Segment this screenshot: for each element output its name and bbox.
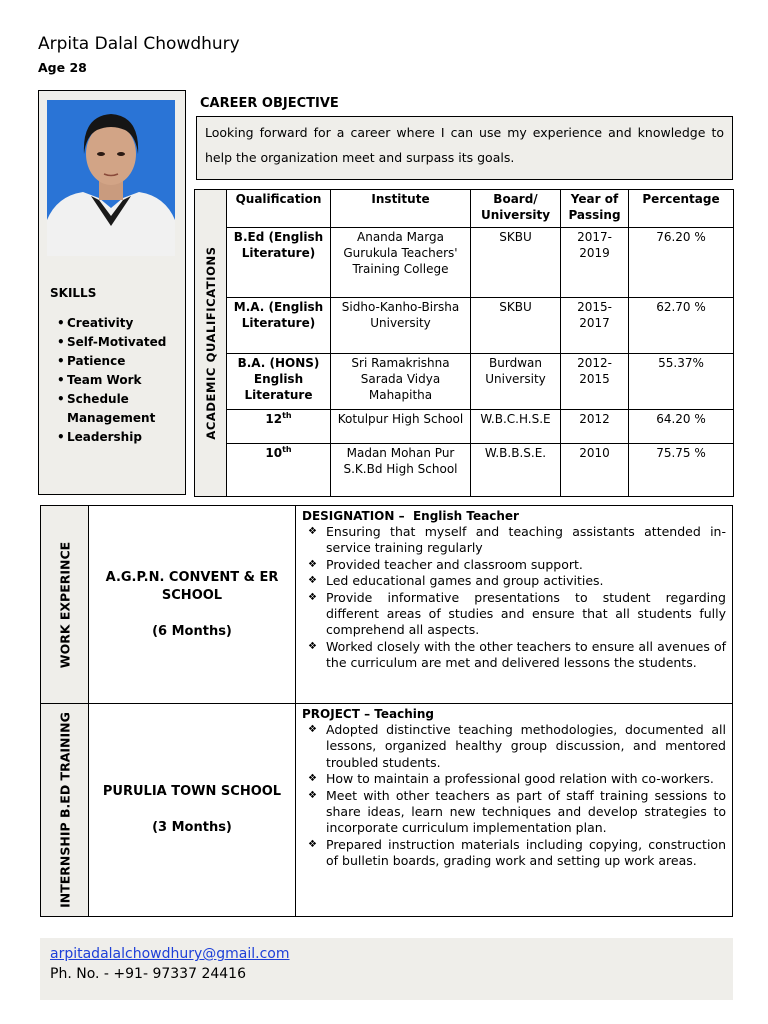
column-header: Percentage bbox=[629, 190, 734, 228]
skill-item: • Patience bbox=[57, 352, 166, 371]
skill-item: • Team Work bbox=[57, 371, 166, 390]
work-experience-row bbox=[41, 506, 733, 704]
percentage-cell: 75.75 % bbox=[629, 444, 734, 497]
designation-label: DESIGNATION – bbox=[302, 509, 405, 523]
table-row bbox=[195, 354, 734, 410]
work-detail-cell bbox=[296, 506, 733, 704]
list-item: ❖ Meet with other teachers as part of staff training sessions to share ideas, learn new techniques and develop strategies to incorporate curriculum implementation plan. bbox=[302, 788, 726, 837]
column-header: Board/ University bbox=[471, 190, 561, 228]
academic-side-label-cell bbox=[195, 190, 227, 497]
work-org-name: A.G.P.N. CONVENT & ER SCHOOL bbox=[105, 569, 279, 603]
qualification-suffix: th bbox=[282, 411, 292, 420]
qualification-number: 10 bbox=[265, 446, 283, 460]
year-cell: 2012 bbox=[561, 410, 629, 444]
career-objective-text: Looking forward for a career where I can use my experience and knowledge to help the organization meet and surpass its goals. bbox=[196, 116, 733, 180]
skill-item-line1: Schedule bbox=[67, 392, 129, 406]
work-org-cell bbox=[89, 506, 296, 704]
internship-org-cell bbox=[89, 704, 296, 917]
internship-duration: (3 Months) bbox=[152, 820, 232, 835]
qualification-cell: B.A. (HONS) English Literature bbox=[227, 354, 331, 410]
percentage-cell: 62.70 % bbox=[629, 298, 734, 354]
academic-qualifications-table bbox=[194, 189, 734, 497]
skill-item: • Self-Motivated bbox=[57, 333, 166, 352]
percentage-cell: 64.20 % bbox=[629, 410, 734, 444]
table-row bbox=[195, 298, 734, 354]
qualification-suffix: th bbox=[282, 445, 292, 454]
institute-cell: Sidho-Kanho-Birsha University bbox=[331, 298, 471, 354]
percentage-cell: 76.20 % bbox=[629, 228, 734, 298]
designation-value: English Teacher bbox=[412, 509, 519, 523]
internship-org-name: PURULIA TOWN SCHOOL bbox=[102, 784, 282, 799]
table-row bbox=[195, 410, 734, 444]
skill-item: • Creativity bbox=[57, 314, 166, 333]
skills-list bbox=[57, 314, 166, 447]
career-objective-heading: CAREER OBJECTIVE bbox=[200, 96, 339, 111]
year-cell: 2012-2015 bbox=[561, 354, 629, 410]
year-cell: 2015-2017 bbox=[561, 298, 629, 354]
list-item: ❖ Adopted distinctive teaching methodologies, documented all lessons, organized healthy group discussion, and mentored troubled students. bbox=[302, 722, 726, 771]
percentage-cell: 55.37% bbox=[629, 354, 734, 410]
institute-cell: Kotulpur High School bbox=[331, 410, 471, 444]
work-duties-list bbox=[302, 524, 726, 672]
project-label: PROJECT – bbox=[302, 707, 371, 721]
contact-footer bbox=[40, 938, 733, 1000]
work-side-label-cell bbox=[41, 506, 89, 704]
project-value: Teaching bbox=[374, 707, 434, 721]
board-cell: W.B.B.S.E. bbox=[471, 444, 561, 497]
list-item: ❖ Provide informative presentations to student regarding different areas of studies and ensure that all students fully comprehend all aspects. bbox=[302, 590, 726, 639]
candidate-name: Arpita Dalal Chowdhury bbox=[38, 34, 240, 54]
email-link[interactable]: arpitadalalchowdhury@gmail.com bbox=[50, 946, 290, 962]
qualification-cell bbox=[227, 410, 331, 444]
skills-heading: SKILLS bbox=[50, 286, 97, 300]
institute-cell: Sri Ramakrishna Sarada Vidya Mahapitha bbox=[331, 354, 471, 410]
institute-cell: Ananda Marga Gurukula Teachers' Training College bbox=[331, 228, 471, 298]
board-cell: W.B.C.H.S.E bbox=[471, 410, 561, 444]
list-item: ❖ How to maintain a professional good relation with co-workers. bbox=[302, 771, 726, 787]
table-row bbox=[195, 444, 734, 497]
phone-number: Ph. No. - +91- 97337 24416 bbox=[50, 966, 246, 982]
skill-item-line2: Management bbox=[67, 411, 156, 425]
qualification-number: 12 bbox=[265, 412, 283, 426]
candidate-age: Age 28 bbox=[38, 60, 87, 75]
experience-table bbox=[40, 505, 733, 917]
list-item: ❖ Worked closely with the other teachers to ensure all avenues of the curriculum are met and delivered lessons the students. bbox=[302, 639, 726, 672]
qualification-cell: M.A. (English Literature) bbox=[227, 298, 331, 354]
board-cell: Burdwan University bbox=[471, 354, 561, 410]
list-item: ❖ Led educational games and group activities. bbox=[302, 573, 726, 589]
project-heading bbox=[302, 706, 726, 722]
list-item: ❖ Prepared instruction materials including copying, construction of bulletin boards, grading work and setting up work areas. bbox=[302, 837, 726, 870]
skill-item bbox=[57, 390, 166, 428]
column-header: Institute bbox=[331, 190, 471, 228]
list-item: ❖ Ensuring that myself and teaching assistants attended in-service training regularly bbox=[302, 524, 726, 557]
skill-item: • Leadership bbox=[57, 428, 166, 447]
list-item: ❖ Provided teacher and classroom support. bbox=[302, 557, 726, 573]
profile-photo bbox=[47, 100, 175, 256]
internship-side-label-cell bbox=[41, 704, 89, 917]
table-row bbox=[195, 228, 734, 298]
work-duration: (6 Months) bbox=[152, 623, 232, 639]
academic-side-label: ACADEMIC QUALIFICATIONS bbox=[203, 246, 218, 440]
internship-detail-cell bbox=[296, 704, 733, 917]
board-cell: SKBU bbox=[471, 298, 561, 354]
year-cell: 2017-2019 bbox=[561, 228, 629, 298]
qualification-cell: B.Ed (English Literature) bbox=[227, 228, 331, 298]
internship-duties-list bbox=[302, 722, 726, 870]
column-header: Qualification bbox=[227, 190, 331, 228]
column-header: Year of Passing bbox=[561, 190, 629, 228]
institute-cell: Madan Mohan Pur S.K.Bd High School bbox=[331, 444, 471, 497]
qualification-cell bbox=[227, 444, 331, 497]
internship-side-label: INTERNSHIP B.ED TRAINING bbox=[57, 712, 72, 908]
work-side-label: WORK EXPERINCE bbox=[57, 541, 72, 668]
internship-row bbox=[41, 704, 733, 917]
board-cell: SKBU bbox=[471, 228, 561, 298]
designation-heading bbox=[302, 508, 726, 524]
year-cell: 2010 bbox=[561, 444, 629, 497]
